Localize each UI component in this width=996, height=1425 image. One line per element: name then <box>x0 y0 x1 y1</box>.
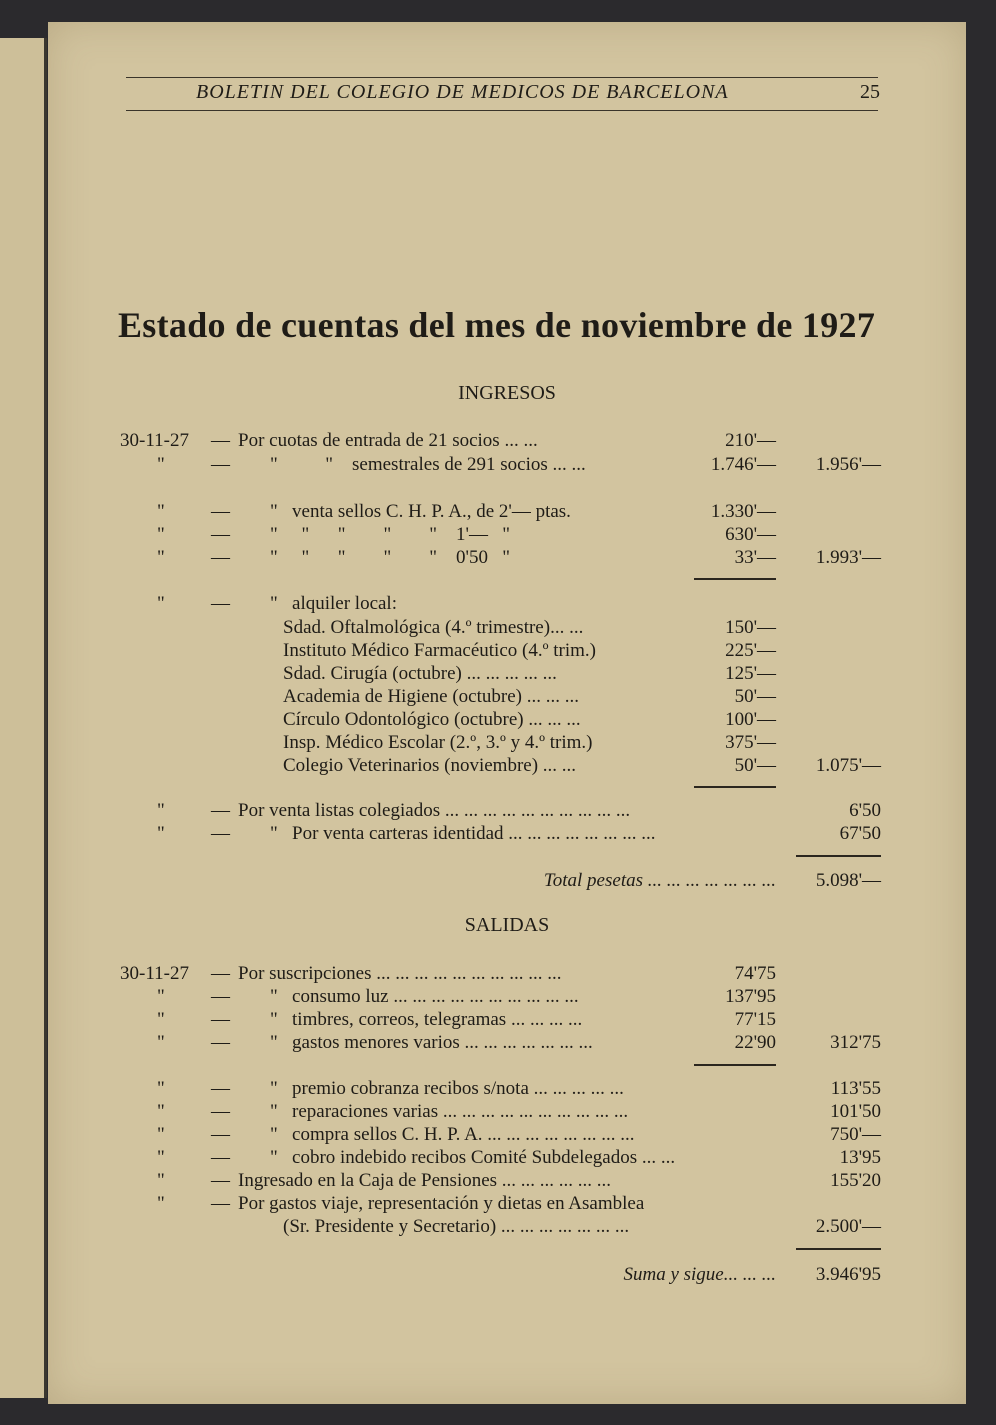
row-date: " <box>157 454 165 475</box>
row-amount: 630'— <box>725 524 776 545</box>
row-dash: — <box>211 454 230 475</box>
row-amount: 33'— <box>734 547 776 568</box>
row-date: " <box>157 1124 165 1145</box>
ledger-row <box>48 1192 966 1215</box>
row-dash: — <box>211 1124 230 1145</box>
row-date: " <box>157 800 165 821</box>
row-description: " Por venta carteras identidad ... ... ... ... ... ... ... ... <box>270 823 656 844</box>
row-dash: — <box>211 800 230 821</box>
page-title: Estado de cuentas del mes de noviembre de 1927 <box>118 305 876 345</box>
row-date: 30-11-27 <box>120 430 189 451</box>
row-date: " <box>157 1009 165 1030</box>
row-dash: — <box>211 430 230 451</box>
row-description: Por cuotas de entrada de 21 socios ... ... <box>238 430 538 451</box>
row-description: " alquiler local: <box>270 593 397 614</box>
row-description: Instituto Médico Farmacéutico (4.º trim.) <box>283 640 596 661</box>
row-date: " <box>157 1147 165 1168</box>
page-number: 25 <box>860 81 880 103</box>
sum-label: Suma y sigue... ... ... <box>623 1264 776 1285</box>
ledger-row <box>48 639 966 662</box>
sum-rule <box>694 786 776 788</box>
row-date: " <box>157 547 165 568</box>
row-description: " reparaciones varias ... ... ... ... ... ... ... ... ... ... <box>270 1101 629 1122</box>
row-description: " " " " " 0'50 " <box>270 547 510 568</box>
ledger-row <box>48 523 966 546</box>
row-description: Por gastos viaje, representación y dietas en Asamblea <box>238 1193 645 1214</box>
row-description: Insp. Médico Escolar (2.º, 3.º y 4.º trim.) <box>283 732 593 753</box>
row-description: Sdad. Oftalmológica (4.º trimestre)... ... <box>283 617 584 638</box>
total-value: 5.098'— <box>815 870 881 891</box>
row-total: 13'95 <box>839 1147 881 1168</box>
header-title: BOLETIN DEL COLEGIO DE MEDICOS DE BARCELONA <box>196 81 729 103</box>
sum-row <box>48 1263 966 1286</box>
row-amount: 125'— <box>725 663 776 684</box>
row-description: " " " " " 1'— " <box>270 524 510 545</box>
row-description: Ingresado en la Caja de Pensiones ... ... ... ... ... ... <box>238 1170 612 1191</box>
row-date: " <box>157 524 165 545</box>
ledger-row <box>48 822 966 845</box>
row-date: " <box>157 986 165 1007</box>
ledger-row <box>48 1100 966 1123</box>
ingresos-heading: INGRESOS <box>458 382 556 404</box>
ledger-row <box>48 708 966 731</box>
row-amount: 137'95 <box>725 986 776 1007</box>
row-amount: 1.746'— <box>710 454 776 475</box>
ledger-row <box>48 685 966 708</box>
sum-value: 3.946'95 <box>815 1264 881 1285</box>
row-amount: 22'90 <box>734 1032 776 1053</box>
ledger-row <box>48 962 966 985</box>
row-total: 155'20 <box>830 1170 881 1191</box>
row-date: " <box>157 593 165 614</box>
row-amount: 1.330'— <box>710 501 776 522</box>
ledger-row <box>48 662 966 685</box>
row-description: (Sr. Presidente y Secretario) ... ... ... ... ... ... ... <box>283 1216 630 1237</box>
row-description: Por venta listas colegiados ... ... ... ... ... ... ... ... ... ... <box>238 800 631 821</box>
row-description: " compra sellos C. H. P. A. ... ... ... ... ... ... ... ... <box>270 1124 635 1145</box>
ledger-row <box>48 799 966 822</box>
ledger-row <box>48 1169 966 1192</box>
row-description: Por suscripciones ... ... ... ... ... ... ... ... ... ... <box>238 963 562 984</box>
row-dash: — <box>211 1147 230 1168</box>
row-amount: 50'— <box>734 755 776 776</box>
sum-rule <box>694 1064 776 1066</box>
ledger-row <box>48 985 966 1008</box>
row-amount: 225'— <box>725 640 776 661</box>
row-description: " " semestrales de 291 socios ... ... <box>270 454 586 475</box>
ledger-row <box>48 1077 966 1100</box>
ledger-row <box>48 731 966 754</box>
row-date: 30-11-27 <box>120 963 189 984</box>
row-dash: — <box>211 1193 230 1214</box>
row-total: 67'50 <box>839 823 881 844</box>
row-description: " premio cobranza recibos s/nota ... ... ... ... ... <box>270 1078 624 1099</box>
row-dash: — <box>211 963 230 984</box>
row-total: 1.956'— <box>815 454 881 475</box>
row-total: 6'50 <box>849 800 881 821</box>
row-dash: — <box>211 1032 230 1053</box>
row-date: " <box>157 823 165 844</box>
ledger-row <box>48 616 966 639</box>
row-amount: 150'— <box>725 617 776 638</box>
ledger-row <box>48 546 966 569</box>
ledger-row <box>48 500 966 523</box>
row-dash: — <box>211 986 230 1007</box>
row-amount: 50'— <box>734 686 776 707</box>
row-description: " gastos menores varios ... ... ... ... ... ... ... <box>270 1032 593 1053</box>
row-date: " <box>157 501 165 522</box>
row-amount: 375'— <box>725 732 776 753</box>
row-description: " venta sellos C. H. P. A., de 2'— ptas. <box>270 501 571 522</box>
ledger-row <box>48 1031 966 1054</box>
ledger-row <box>48 1008 966 1031</box>
sum-rule <box>796 855 881 857</box>
row-total: 1.993'— <box>815 547 881 568</box>
total-row <box>48 869 966 892</box>
row-date: " <box>157 1170 165 1191</box>
ledger-row <box>48 1215 966 1238</box>
row-dash: — <box>211 1009 230 1030</box>
ledger-row <box>48 429 966 452</box>
row-dash: — <box>211 593 230 614</box>
row-dash: — <box>211 547 230 568</box>
row-date: " <box>157 1101 165 1122</box>
ledger-row <box>48 453 966 476</box>
row-dash: — <box>211 823 230 844</box>
ledger-row <box>48 754 966 777</box>
row-dash: — <box>211 524 230 545</box>
running-header <box>126 77 878 111</box>
row-amount: 210'— <box>725 430 776 451</box>
total-label: Total pesetas ... ... ... ... ... ... ... <box>543 870 776 891</box>
salidas-heading: SALIDAS <box>464 914 550 936</box>
row-total: 750'— <box>830 1124 881 1145</box>
document-page <box>48 22 966 1404</box>
ledger-row <box>48 1123 966 1146</box>
row-total: 1.075'— <box>815 755 881 776</box>
row-description: Sdad. Cirugía (octubre) ... ... ... ... ... <box>283 663 557 684</box>
row-dash: — <box>211 1170 230 1191</box>
row-date: " <box>157 1193 165 1214</box>
row-date: " <box>157 1032 165 1053</box>
row-dash: — <box>211 1101 230 1122</box>
row-dash: — <box>211 1078 230 1099</box>
row-total: 113'55 <box>830 1078 881 1099</box>
row-description: Círculo Odontológico (octubre) ... ... ... <box>283 709 581 730</box>
left-page-edge <box>0 38 47 1398</box>
row-amount: 74'75 <box>734 963 776 984</box>
ledger-row <box>48 1146 966 1169</box>
row-date: " <box>157 1078 165 1099</box>
sum-rule <box>796 1248 881 1250</box>
row-description: Colegio Veterinarios (noviembre) ... ... <box>283 755 577 776</box>
ledger-row <box>48 592 966 615</box>
row-description: " timbres, correos, telegramas ... ... ... ... <box>270 1009 583 1030</box>
row-total: 2.500'— <box>815 1216 881 1237</box>
row-description: " consumo luz ... ... ... ... ... ... ... ... ... ... <box>270 986 579 1007</box>
row-description: Academia de Higiene (octubre) ... ... ... <box>283 686 579 707</box>
row-dash: — <box>211 501 230 522</box>
row-description: " cobro indebido recibos Comité Subdelegados ... ... <box>270 1147 676 1168</box>
row-amount: 77'15 <box>734 1009 776 1030</box>
sum-rule <box>694 578 776 580</box>
row-total: 101'50 <box>830 1101 881 1122</box>
row-total: 312'75 <box>830 1032 881 1053</box>
row-amount: 100'— <box>725 709 776 730</box>
